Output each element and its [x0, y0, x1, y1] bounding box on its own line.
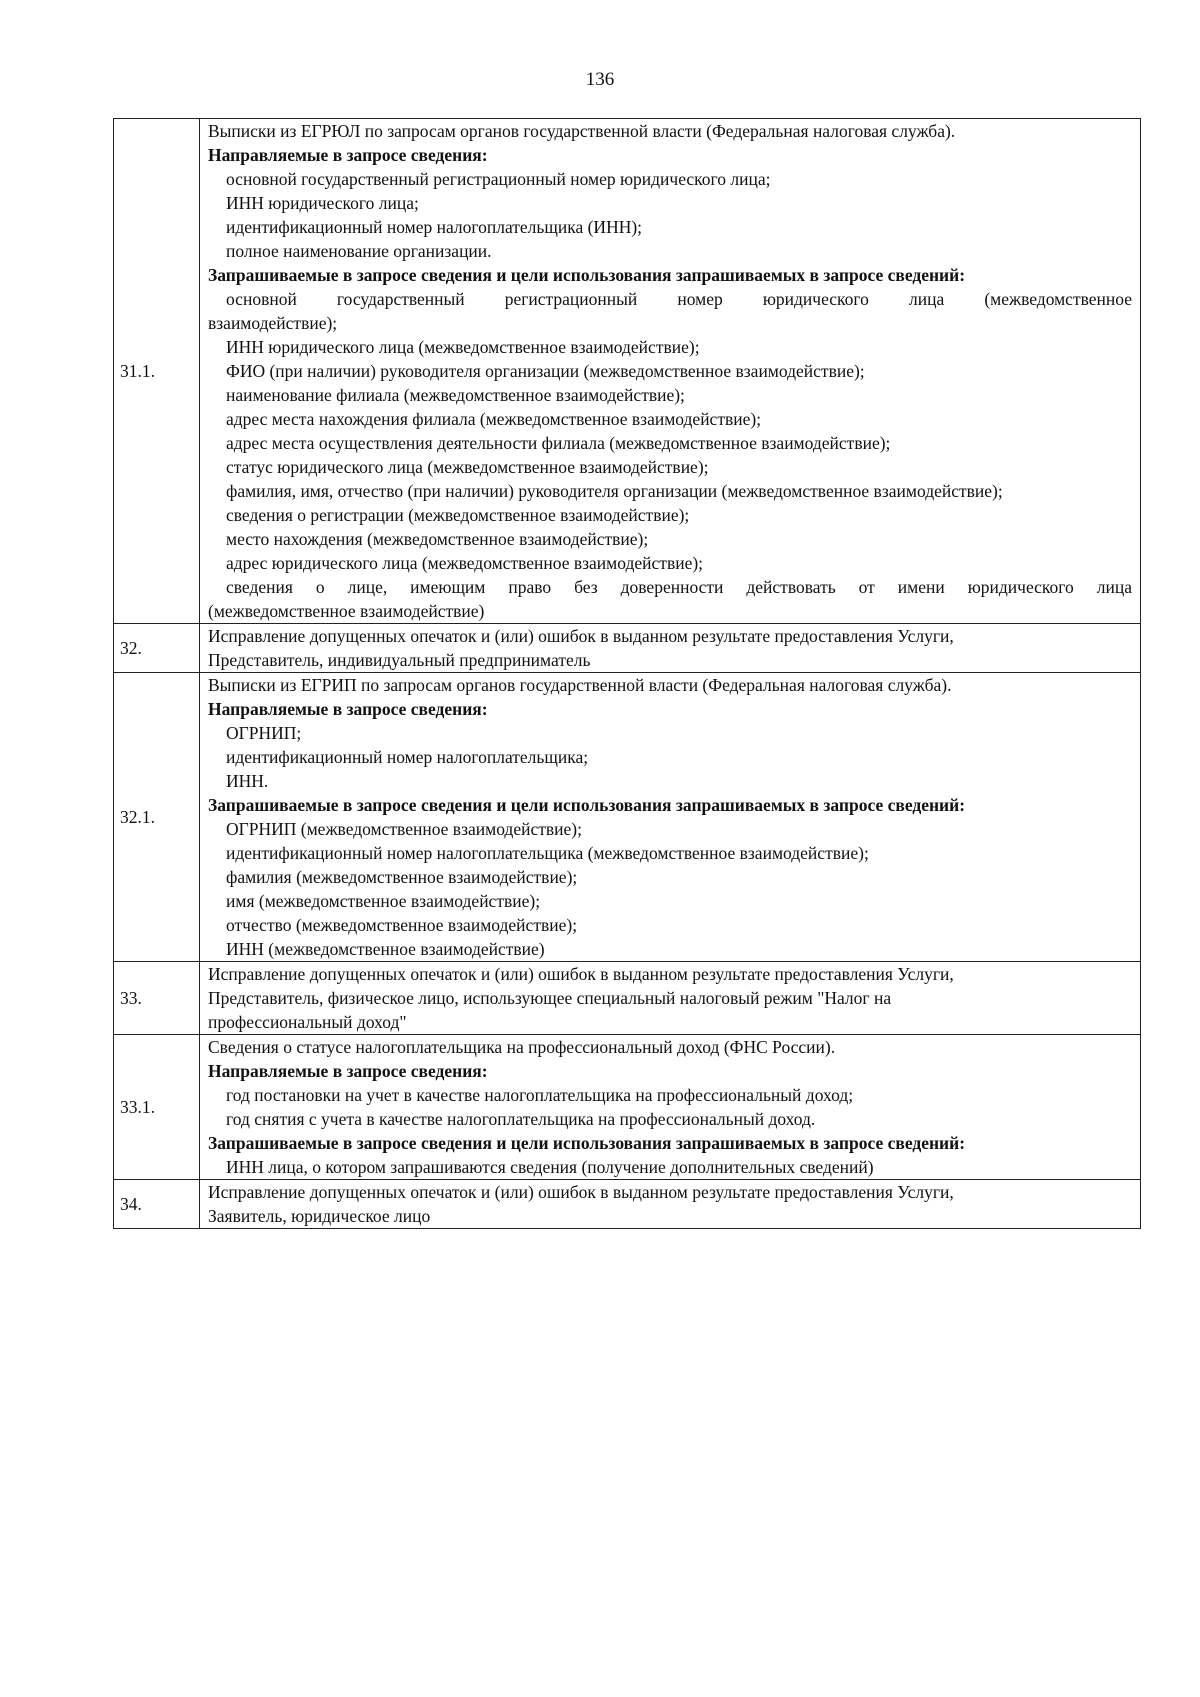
- row-content-cell: [200, 624, 1141, 673]
- row-number-cell: [114, 119, 200, 624]
- row-content-cell: [200, 119, 1141, 624]
- content-line: идентификационный номер налогоплательщика;: [226, 747, 589, 767]
- row-number-cell: [114, 673, 200, 962]
- content-line: статус юридического лица (межведомственное взаимодействие);: [226, 457, 709, 477]
- content-line: сведения о лице, имеющим право без доверенности действовать от имени юридического лица: [226, 577, 1132, 597]
- content-line: Исправление допущенных опечаток и (или) ошибок в выданном результате предоставления Услуги,: [208, 626, 954, 646]
- content-line: Выписки из ЕГРЮЛ по запросам органов государственной власти (Федеральная налоговая служба).: [208, 121, 956, 141]
- table-row: [114, 1035, 1141, 1180]
- row-content-cell: [200, 962, 1141, 1035]
- table-row: [114, 1180, 1141, 1229]
- content-line: Исправление допущенных опечаток и (или) ошибок в выданном результате предоставления Услуги,: [208, 1182, 954, 1202]
- row-number: 31.1.: [120, 361, 155, 381]
- content-line: основной государственный регистрационный номер юридического лица;: [226, 169, 771, 189]
- content-line: идентификационный номер налогоплательщика (ИНН);: [226, 217, 643, 237]
- table-row: [114, 624, 1141, 673]
- row-number-cell: [114, 1180, 200, 1229]
- table-row: [114, 962, 1141, 1035]
- content-line: наименование филиала (межведомственное взаимодействие);: [226, 385, 685, 405]
- row-content-cell: [200, 673, 1141, 962]
- content-line: полное наименование организации.: [226, 241, 492, 261]
- content-line: ИНН (межведомственное взаимодействие): [226, 939, 545, 959]
- row-number: 33.1.: [120, 1097, 155, 1117]
- content-line: Представитель, физическое лицо, использующее специальный налоговый режим "Налог на: [208, 988, 892, 1008]
- row-number: 32.: [120, 638, 142, 658]
- content-line: Представитель, индивидуальный предприниматель: [208, 650, 591, 670]
- section-heading: Запрашиваемые в запросе сведения и цели использования запрашиваемых в запросе сведений:: [208, 1133, 966, 1153]
- content-line: адрес места нахождения филиала (межведомственное взаимодействие);: [226, 409, 762, 429]
- content-line: отчество (межведомственное взаимодействие);: [226, 915, 578, 935]
- table-row: [114, 673, 1141, 962]
- content-line: основной государственный регистрационный номер юридического лица (межведомственное: [226, 289, 1132, 309]
- content-line: ИНН юридического лица (межведомственное взаимодействие);: [226, 337, 700, 357]
- content-line: адрес юридического лица (межведомственное взаимодействие);: [226, 553, 704, 573]
- content-line: год постановки на учет в качестве налогоплательщика на профессиональный доход;: [226, 1085, 854, 1105]
- content-line: идентификационный номер налогоплательщика (межведомственное взаимодействие);: [226, 843, 869, 863]
- row-content-cell: [200, 1180, 1141, 1229]
- content-line: Исправление допущенных опечаток и (или) ошибок в выданном результате предоставления Услуги,: [208, 964, 954, 984]
- row-number-cell: [114, 1035, 200, 1180]
- section-heading: Направляемые в запросе сведения:: [208, 699, 488, 719]
- content-line: Сведения о статусе налогоплательщика на профессиональный доход (ФНС России).: [208, 1037, 836, 1057]
- content-line: Выписки из ЕГРИП по запросам органов государственной власти (Федеральная налоговая служба).: [208, 675, 952, 695]
- content-line: ОГРНИП (межведомственное взаимодействие);: [226, 819, 582, 839]
- content-line: фамилия, имя, отчество (при наличии) руководителя организации (межведомственное взаимодействие);: [226, 481, 1003, 501]
- row-number: 33.: [120, 988, 142, 1008]
- content-line: профессиональный доход": [208, 1012, 407, 1032]
- content-line: взаимодействие);: [208, 313, 338, 333]
- section-heading: Направляемые в запросе сведения:: [208, 1061, 488, 1081]
- content-line: (межведомственное взаимодействие): [208, 601, 485, 621]
- section-heading: Запрашиваемые в запросе сведения и цели использования запрашиваемых в запросе сведений:: [208, 795, 966, 815]
- content-line: место нахождения (межведомственное взаимодействие);: [226, 529, 649, 549]
- content-line: имя (межведомственное взаимодействие);: [226, 891, 541, 911]
- row-number: 32.1.: [120, 807, 155, 827]
- requirements-table: [113, 118, 1141, 1229]
- content-line: фамилия (межведомственное взаимодействие);: [226, 867, 578, 887]
- row-content-cell: [200, 1035, 1141, 1180]
- row-number: 34.: [120, 1194, 142, 1214]
- page-number: 136: [585, 69, 615, 90]
- content-line: Заявитель, юридическое лицо: [208, 1206, 431, 1226]
- content-line: ИНН юридического лица;: [226, 193, 419, 213]
- section-heading: Направляемые в запросе сведения:: [208, 145, 488, 165]
- row-number-cell: [114, 624, 200, 673]
- content-line: ИНН лица, о котором запрашиваются сведения (получение дополнительных сведений): [226, 1157, 874, 1177]
- table-row: [114, 119, 1141, 624]
- content-line: адрес места осуществления деятельности филиала (межведомственное взаимодействие);: [226, 433, 891, 453]
- content-line: ИНН.: [226, 771, 269, 791]
- content-line: ФИО (при наличии) руководителя организации (межведомственное взаимодействие);: [226, 361, 865, 381]
- section-heading: Запрашиваемые в запросе сведения и цели использования запрашиваемых в запросе сведений:: [208, 265, 966, 285]
- content-line: год снятия с учета в качестве налогоплательщика на профессиональный доход.: [226, 1109, 816, 1129]
- row-number-cell: [114, 962, 200, 1035]
- content-line: сведения о регистрации (межведомственное взаимодействие);: [226, 505, 690, 525]
- content-line: ОГРНИП;: [226, 723, 302, 743]
- table-body: [114, 119, 1141, 1229]
